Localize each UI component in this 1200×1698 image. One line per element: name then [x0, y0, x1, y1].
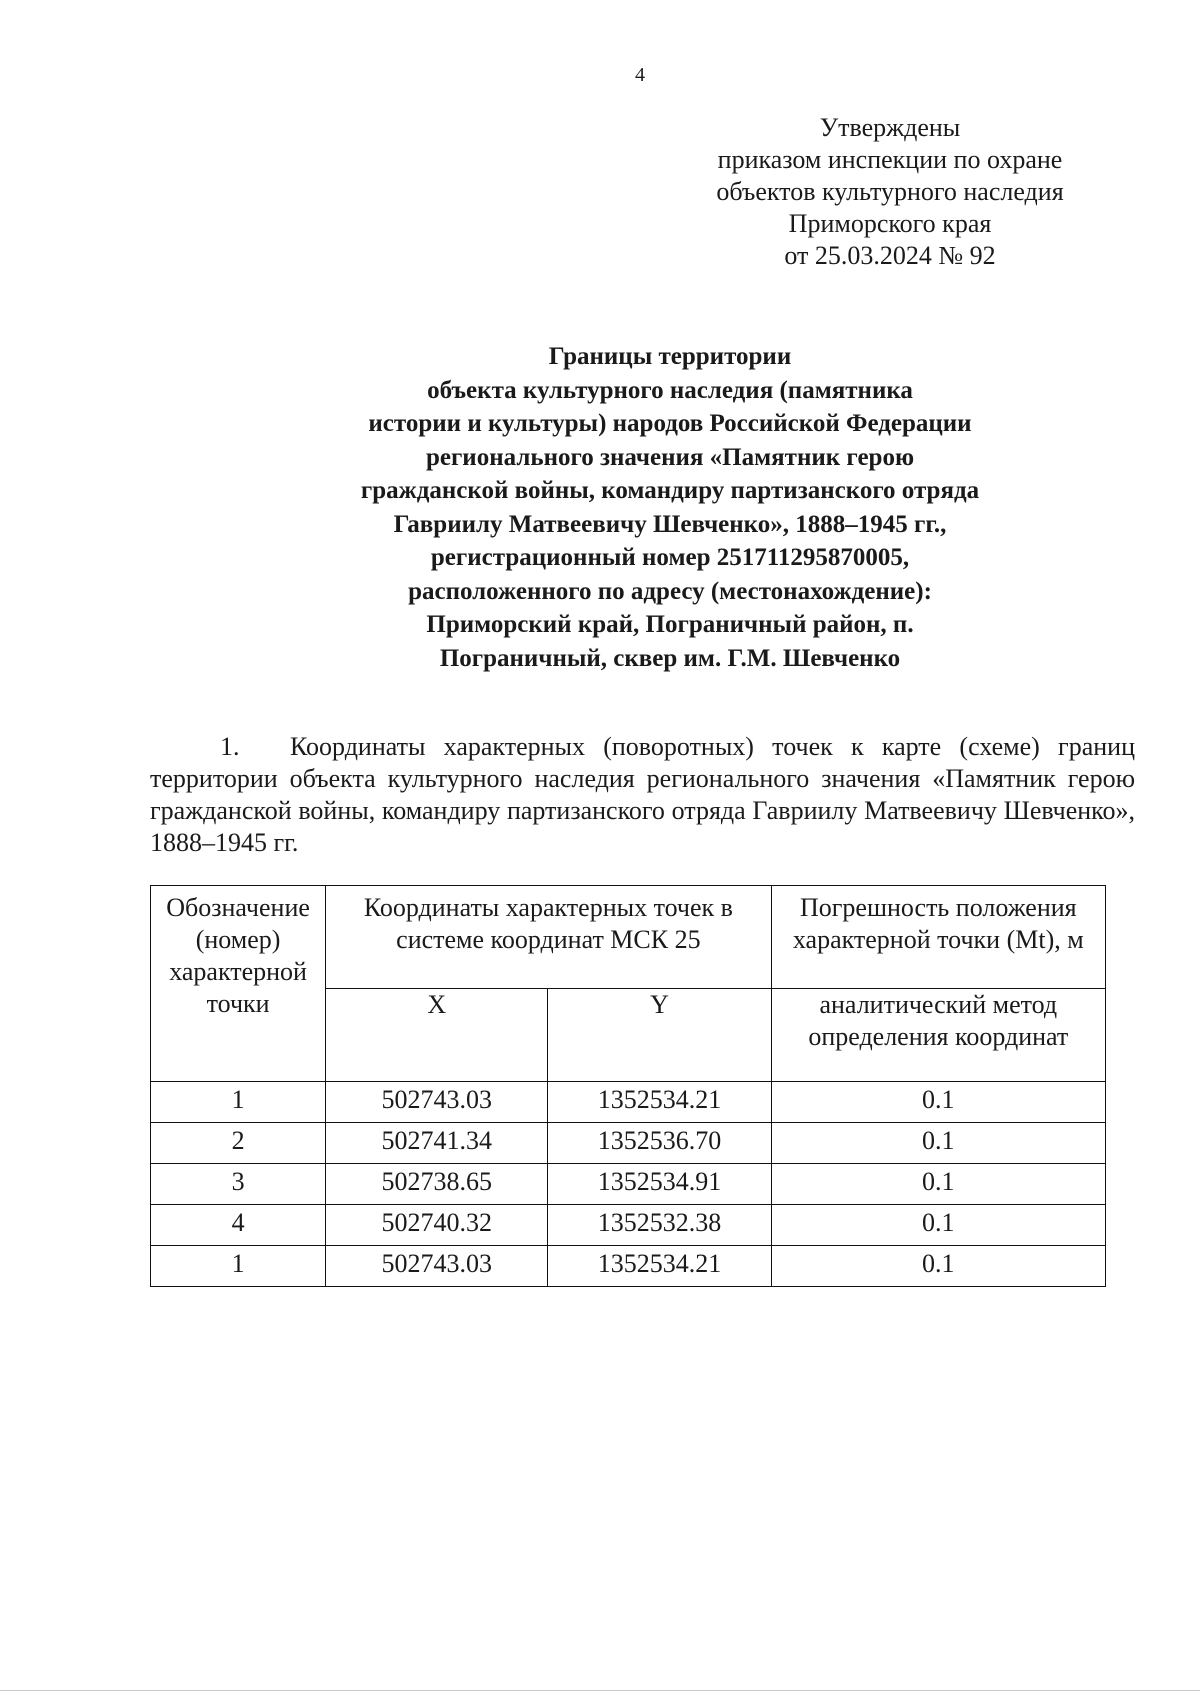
header-coords: Координаты характерных точек в системе координат МСК 25 — [326, 886, 771, 989]
cell-point: 1 — [151, 1246, 326, 1287]
table-row — [151, 1082, 1106, 1123]
cell-y: 1352532.38 — [548, 1205, 771, 1246]
table-row — [151, 1164, 1106, 1205]
title-line: расположенного по адресу (местонахождение): — [408, 577, 932, 605]
title-line: Приморский край, Пограничный район, п. — [426, 611, 914, 638]
cell-mt: 0.1 — [771, 1246, 1105, 1287]
cell-point: 3 — [151, 1164, 326, 1205]
paragraph-1 — [150, 731, 1135, 859]
approval-line: Приморского края — [788, 209, 992, 238]
cell-point: 2 — [151, 1123, 326, 1164]
cell-x: 502743.03 — [326, 1246, 548, 1287]
cell-point: 1 — [151, 1082, 326, 1123]
cell-mt: 0.1 — [771, 1082, 1105, 1123]
title-line: истории и культуры) народов Российской Федерации — [368, 410, 972, 437]
title-line: Границы территории — [548, 343, 792, 370]
cell-x: 502741.34 — [326, 1123, 548, 1164]
approval-line: Утверждены — [819, 113, 961, 142]
cell-x: 502740.32 — [326, 1205, 548, 1246]
title-line: Гавриилу Матвеевичу Шевченко», 1888–1945 гг., — [393, 510, 947, 538]
cell-mt: 0.1 — [771, 1123, 1105, 1164]
cell-x: 502743.03 — [326, 1082, 548, 1123]
cell-x: 502738.65 — [326, 1164, 548, 1205]
cell-y: 1352534.21 — [548, 1082, 771, 1123]
cell-y: 1352534.21 — [548, 1246, 771, 1287]
title-line: регистрационный номер 251711295870005, — [430, 544, 910, 571]
cell-y: 1352536.70 — [548, 1123, 771, 1164]
header-x: X — [326, 989, 548, 1082]
paragraph-number: 1. — [220, 732, 240, 761]
cell-point: 4 — [151, 1205, 326, 1246]
table-row — [151, 1123, 1106, 1164]
table-row — [151, 1246, 1106, 1287]
title-line: гражданской войны, командиру партизанского отряда — [360, 477, 980, 504]
cell-mt: 0.1 — [771, 1164, 1105, 1205]
table-row — [151, 1205, 1106, 1246]
document-title — [150, 340, 1190, 675]
cell-mt: 0.1 — [771, 1205, 1105, 1246]
title-line: Пограничный, сквер им. Г.М. Шевченко — [439, 644, 901, 672]
approval-line: объектов культурного наследия — [716, 177, 1064, 206]
title-line: объекта культурного наследия (памятника — [427, 376, 913, 404]
header-point: Обозначение (номер) характерной точки — [151, 886, 326, 1082]
approval-line: приказом инспекции по охране — [717, 145, 1063, 174]
coordinates-table — [150, 885, 1106, 1287]
cell-y: 1352534.91 — [548, 1164, 771, 1205]
paragraph-text: Координаты характерных (поворотных) точек к карте (схеме) границ территории объекта культурного наследия регионального значения «Памятник герою гражданской войны, командиру партизанского отряда Гавриилу Матвеевичу Шевченко», 1888–1945 гг. — [150, 732, 1135, 857]
approval-line: от 25.03.2024 № 92 — [784, 241, 996, 270]
scan-edge-line — [0, 1690, 1200, 1691]
table-header-row — [151, 886, 1106, 989]
page-number: 4 — [635, 64, 645, 86]
header-error: Погрешность положения характерной точки (Mt), м — [771, 886, 1105, 989]
approval-block — [680, 112, 1100, 272]
title-line: регионального значения «Памятник герою — [425, 443, 915, 471]
header-y: Y — [548, 989, 771, 1082]
header-method: аналитический метод определения координат — [771, 989, 1105, 1082]
